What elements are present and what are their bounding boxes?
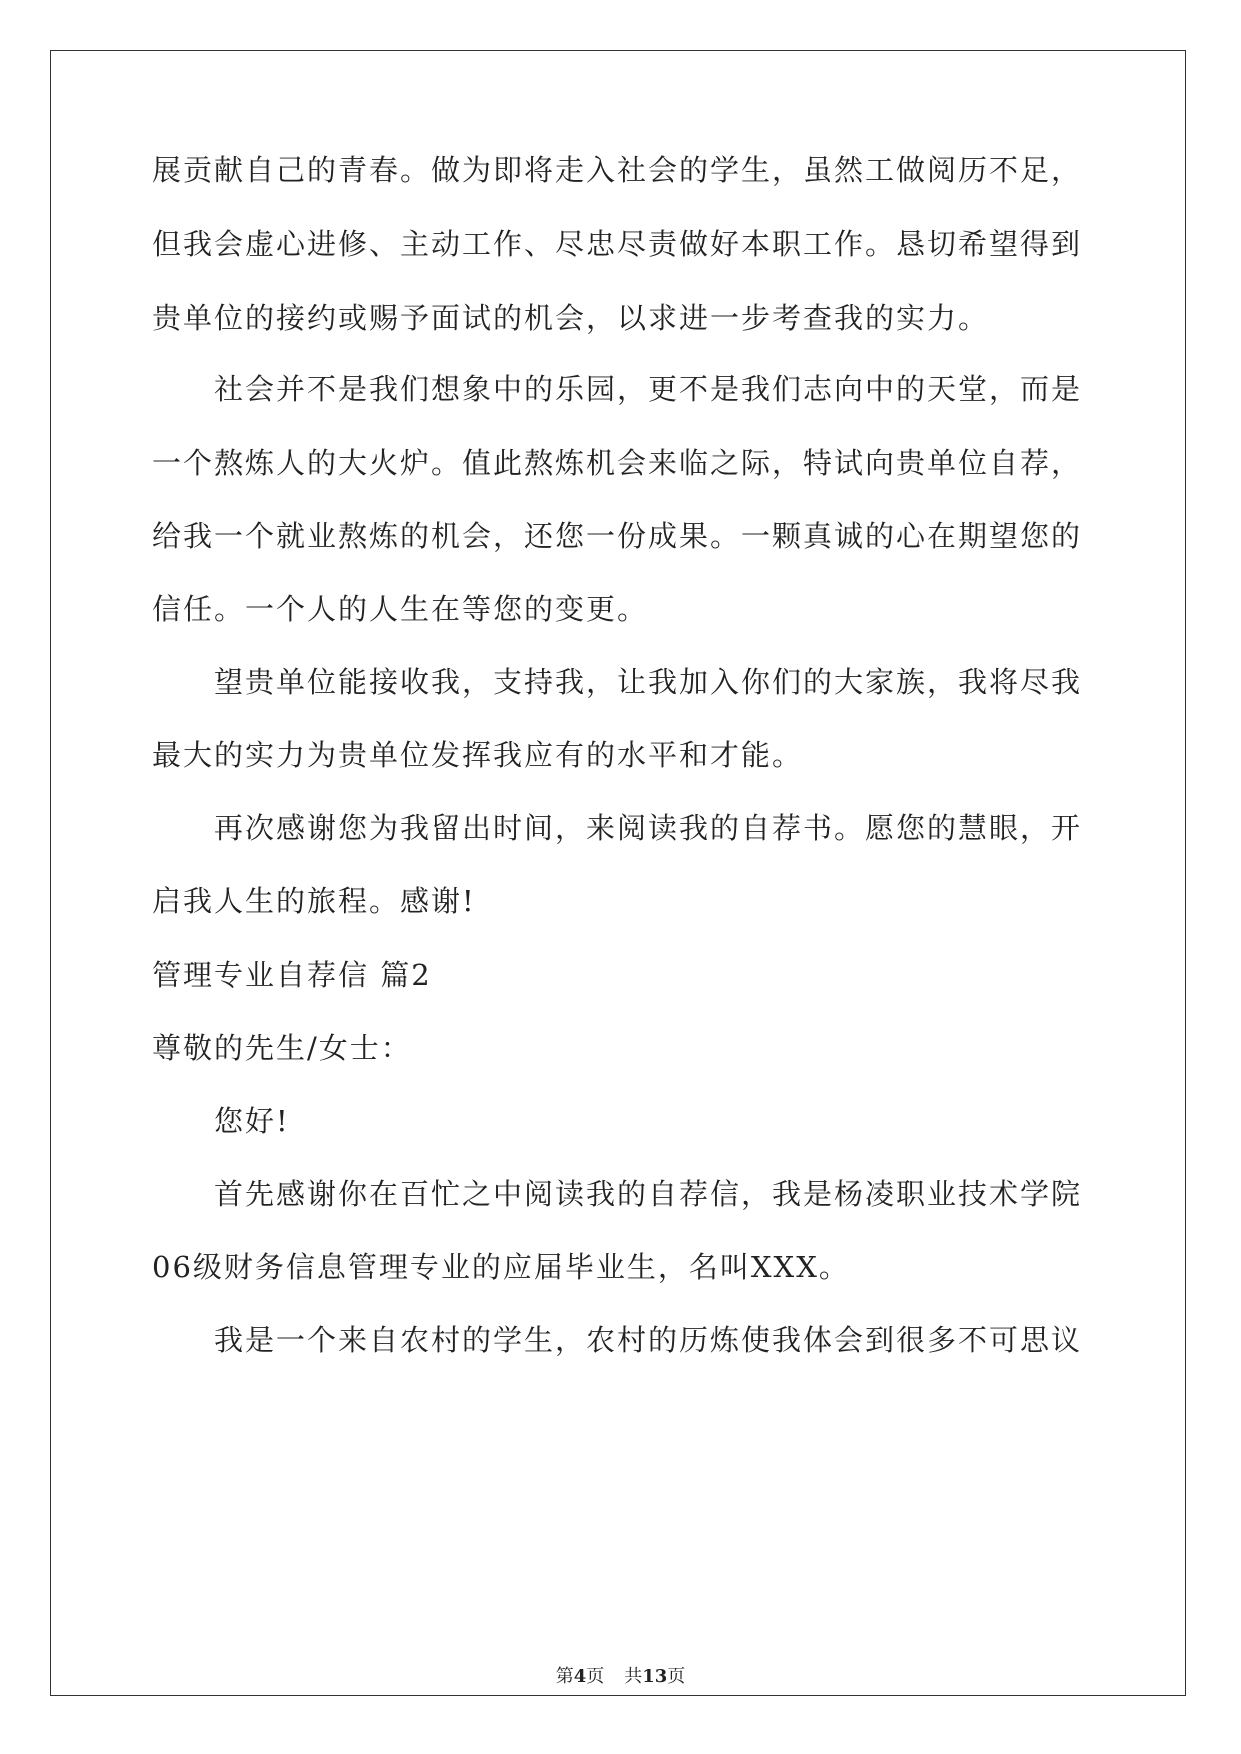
paragraph-first-line: 望贵单位能接收我，支持我，让我加入你们的大家族，我将尽我 [214,665,1083,699]
total-suffix: 页 [667,1666,686,1687]
body-text-line: 展贡献自己的青春。做为即将走入社会的学生，虽然工做阅历不足， [152,153,1083,187]
body-text-line: 贵单位的接约或赐予面试的机会，以求进一步考查我的实力。 [152,301,990,335]
paragraph-first-line: 再次感谢您为我留出时间，来阅读我的自荐书。愿您的慧眼，开 [214,811,1083,845]
page-prefix: 第 [555,1666,574,1687]
total-pages: 13 [642,1666,668,1687]
total-prefix: 共 [624,1666,643,1687]
page-suffix: 页 [586,1666,605,1687]
body-text-line: 启我人生的旅程。感谢! [152,884,476,918]
body-text-line: 给我一个就业熬炼的机会，还您一份成果。一颗真诚的心在期望您的 [152,519,1083,553]
page-number: 4 [573,1666,587,1687]
body-text-line: 信任。一个人的人生在等您的变更。 [152,592,649,626]
section-heading: 管理专业自荐信 篇2 [152,958,432,992]
page-border [50,50,1186,1696]
body-text-line: 06级财务信息管理专业的应届毕业生，名叫XXX。 [152,1250,850,1284]
salutation: 尊敬的先生/女士： [152,1031,412,1065]
paragraph-first-line: 社会并不是我们想象中的乐园，更不是我们志向中的天堂，而是 [214,372,1083,406]
paragraph-first-line: 我是一个来自农村的学生，农村的历炼使我体会到很多不可思议 [214,1323,1083,1357]
body-text-line: 但我会虚心进修、主动工作、尽忠尽责做好本职工作。恳切希望得到 [152,227,1083,261]
paragraph-first-line: 首先感谢你在百忙之中阅读我的自荐信，我是杨凌职业技术学院 [214,1177,1083,1211]
greeting: 您好! [214,1104,290,1138]
page-footer [0,1666,1241,1688]
body-text-line: 一个熬炼人的大火炉。值此熬炼机会来临之际，特试向贵单位自荐， [152,446,1083,480]
body-text-line: 最大的实力为贵单位发挥我应有的水平和才能。 [152,738,804,772]
